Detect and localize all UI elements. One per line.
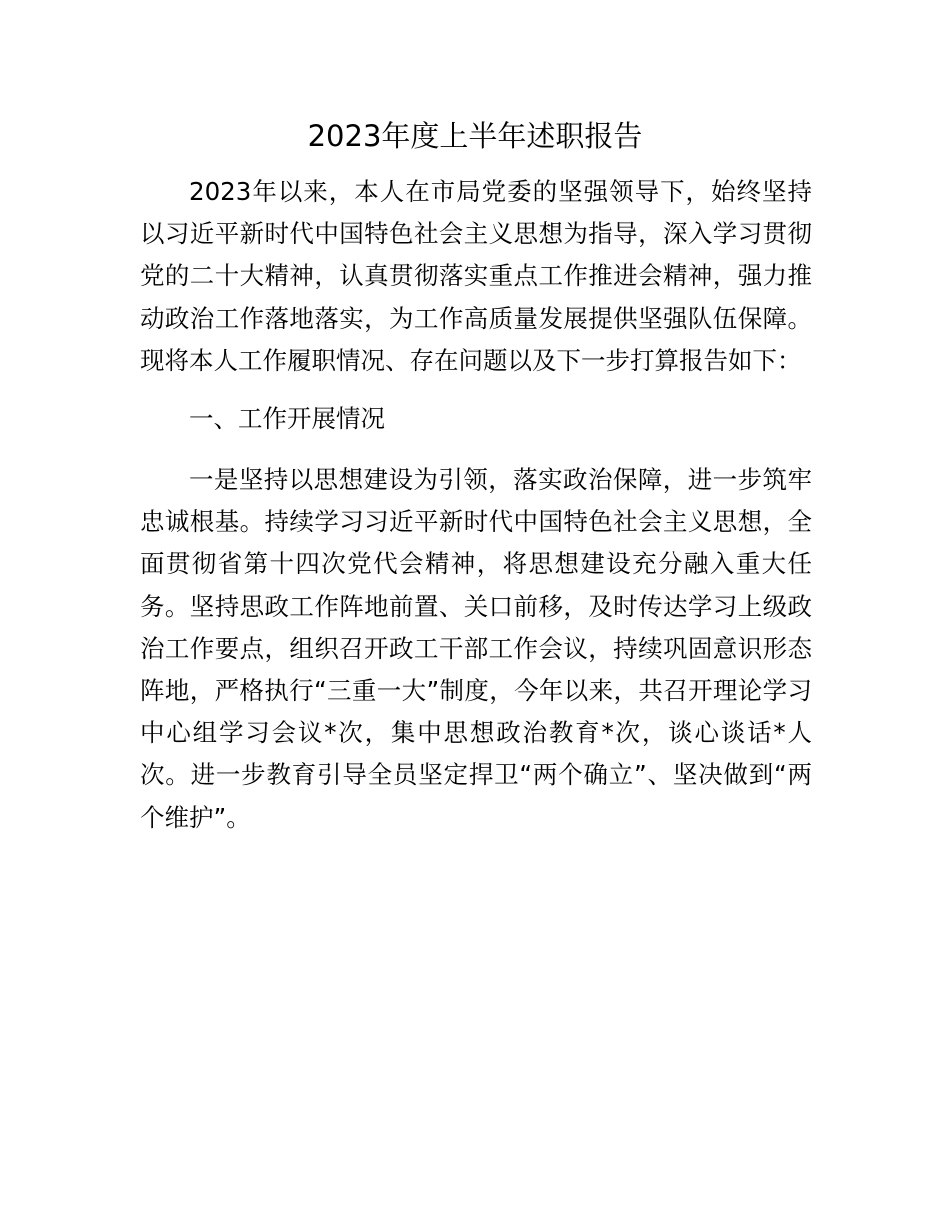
document-title: 2023年度上半年述职报告 xyxy=(307,119,643,153)
intro-paragraph: 2023年以来，本人在市局党委的坚强领导下，始终坚持以习近平新时代中国特色社会主义思想为指导，深入学习贯彻党的二十大精神，认真贯彻落实重点工作推进会精神，强力推动政治工作落地落实，为工作高质量发展提供坚强队伍保障。现将本人工作履职情况、存在问题以及下一步打算报告如下： xyxy=(140,177,812,375)
section-heading: 一、工作开展情况 xyxy=(189,404,385,433)
section-paragraph: 一是坚持以思想建设为引领，落实政治保障，进一步筑牢忠诚根基。持续学习习近平新时代中国特色社会主义思想，全面贯彻省第十四次党代会精神，将思想建设充分融入重大任务。坚持思政工作阵地前置、关口前移，及时传达学习上级政治工作要点，组织召开政工干部工作会议，持续巩固意识形态阵地，严格执行“三重一大”制度，今年以来，共召开理论学习中心组学习会议*次，集中思想政治教育*次，谈心谈话*人次。进一步教育引导全员坚定捍卫“两个确立”、坚决做到“两个维护”。 xyxy=(140,465,812,832)
